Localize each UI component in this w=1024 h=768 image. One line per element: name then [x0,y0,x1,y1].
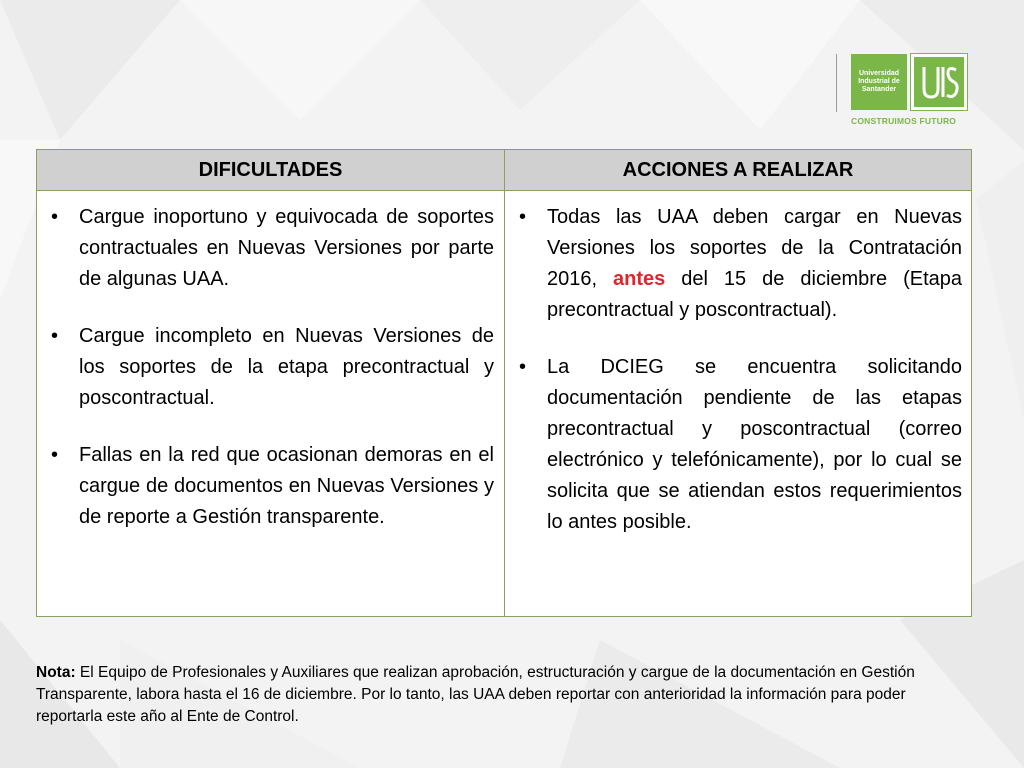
header-dificultades: DIFICULTADES [37,150,504,190]
dificultad-item [51,202,494,295]
dificultad-text: Cargue inoportuno y equivocada de soportes contractuales en Nuevas Versiones por parte de algunas UAA. [79,206,494,290]
uis-emblem-icon [911,54,967,110]
accion-text [547,206,962,321]
logo-tagline: CONSTRUIMOS FUTURO [851,116,957,126]
acciones-column [519,202,962,564]
accion-text-before: La DCIEG se encuentra solicitando documentación pendiente de las etapas precontractual y poscontractual (correo electrónico y telefónicamente), por lo cual se solicita que se atiendan estos requerimientos lo antes posible. [547,356,962,533]
uis-monogram-icon [914,57,964,107]
footnote [36,662,976,728]
bullet-icon: • [51,206,59,228]
accion-text-before: Todas las UAA deben cargar en Nuevas Versiones los soportes de la Contratación 2016, [547,206,962,290]
accion-item [519,202,962,326]
accion-item [519,352,962,538]
dificultad-text: Fallas en la red que ocasionan demoras en el cargue de documentos en Nuevas Versiones y de reporte a Gestión transparente. [79,444,494,528]
logo-divider [836,54,837,112]
dificultades-column [51,202,494,559]
dificultad-item [51,440,494,533]
university-logo [836,52,976,132]
bullet-icon: • [519,206,527,228]
note-text: El Equipo de Profesionales y Auxiliares que realizan aprobación, estructuración y cargue de la documentación en Gestión Transparente, labora hasta el 16 de diciembre. Por lo tanto, las UAA deben reportar con anterioridad la información para poder reportarla este año al Ente de Control. [36,664,915,725]
column-divider [504,150,505,616]
bullet-icon: • [519,356,527,378]
logo-name-block [851,54,907,110]
dificultad-text: Cargue incompleto en Nuevas Versiones de los soportes de la etapa precontractual y poscontractual. [79,325,494,409]
bullet-icon: • [51,325,59,347]
bullet-icon: • [51,444,59,466]
difficulties-actions-table [36,149,972,617]
logo-university-name: Universidad Industrial de Santander [858,70,900,93]
accion-text-after: del 15 de diciembre (Etapa precontractual y poscontractual). [547,268,962,321]
note-label: Nota: [36,664,76,681]
header-acciones: ACCIONES A REALIZAR [505,150,971,190]
accion-highlight: antes [613,268,666,290]
dificultad-item [51,321,494,414]
accion-text [547,356,962,533]
